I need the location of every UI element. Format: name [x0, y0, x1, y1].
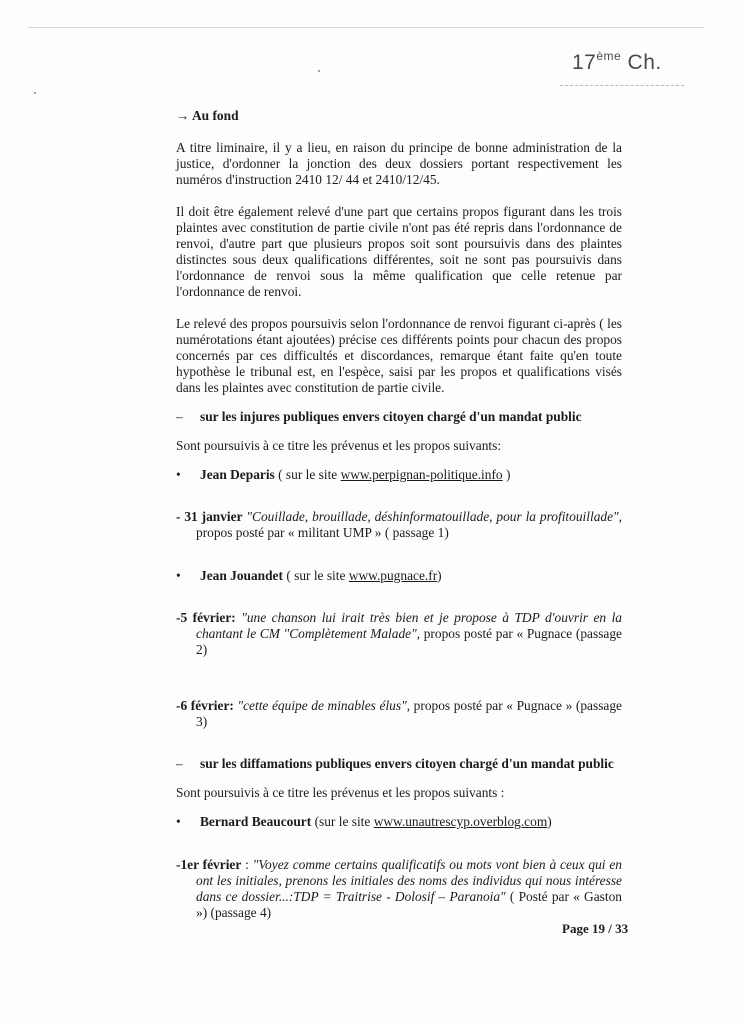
passage-source: ( Posté par « Gaston ») (passage 4): [196, 888, 622, 920]
passage-source: , propos posté par « Pugnace » (passage 3): [196, 697, 622, 729]
chamber-suffix: Ch.: [627, 51, 662, 74]
passage-quote: "une chanson lui irait très bien et je propose à TDP d'ouvrir en la chantant le CM "Complètement Malade": [196, 610, 622, 642]
defendant-name: Jean Deparis: [200, 467, 275, 482]
section-diffamations-heading: [176, 756, 622, 772]
bullet-icon: •: [176, 467, 181, 482]
scan-top-rule: [28, 27, 704, 28]
defendant-name: Jean Jouandet: [200, 567, 283, 583]
dash-marker: –: [176, 409, 183, 424]
passage-date: -1er février: [176, 856, 242, 872]
chamber-underline: [560, 85, 684, 86]
passage-date: - 31 janvier: [176, 509, 243, 525]
defendant-beaucourt: • Bernard Beaucourt (sur le site www.unautrescyp.overblog.com): [176, 814, 552, 830]
bullet-icon: •: [176, 567, 181, 583]
passage-quote: "Couillade, brouillade, déshinformatouillade, pour la profitouillade": [246, 509, 619, 525]
website-link[interactable]: www.unautrescyp.overblog.com: [373, 814, 548, 830]
chamber-label: [572, 49, 662, 75]
section-title: → Au fond: [176, 108, 239, 123]
bullet-icon: •: [176, 814, 181, 830]
section-diffamations-text: sur les diffamations publiques envers citoyen chargé d'un mandat public: [200, 756, 614, 772]
section-diffamations-intro: Sont poursuivis à ce titre les prévenus et les propos suivants :: [176, 785, 505, 801]
passage-quote: "cette équipe de minables élus": [233, 697, 407, 713]
scan-speck: [34, 92, 36, 94]
page-number: Page 19 / 33: [562, 921, 629, 936]
section-injures-text: sur les injures publiques envers citoyen chargé d'un mandat public: [200, 409, 582, 424]
passage-source: , propos posté par « militant UMP » ( passage 1): [196, 509, 623, 541]
paragraph-jonction: A titre liminaire, il y a lieu, en raison du principe de bonne administration de la justice, d'ordonner la jonction des deux dossiers portant respectivement les numéros d'instruction 2410 12/ 44 et 2410/12/45.: [176, 140, 622, 187]
passage-2: [176, 610, 622, 658]
defendant-name: Bernard Beaucourt: [200, 814, 312, 830]
scan-speck: [318, 70, 320, 72]
passage-1: [176, 509, 622, 541]
passage-date: -5 février:: [176, 610, 236, 626]
defendant-deparis: • Jean Deparis ( sur le site www.perpignan-politique.info ): [176, 467, 511, 482]
dash-marker: –: [176, 756, 183, 772]
website-link[interactable]: www.pugnace.fr: [348, 567, 438, 583]
paragraph-releve: Il doit être également relevé d'une part que certains propos figurant dans les trois plaintes avec constitution de partie civile n'ont pas été repris dans l'ordonnance de renvoi, d'autre part que plusieurs propos soit sont poursuivis dans des plaintes distinctes sous deux qualifications différentes, soit ne sont pas poursuivis dans l'ordonnance de renvoi sous la même qualification que celle retenue par l'ordonnance de renvoi.: [176, 204, 622, 299]
chamber-number: 17: [572, 51, 597, 74]
paragraph-propos: Le relevé des propos poursuivis selon l'ordonnance de renvoi figurant ci-après ( les numérotations étant ajoutées) précise ces différents points pour chacun des propos concernés par ces difficultés et discordances, remarque étant faite qu'en toute hypothèse le tribunal est, en l'espèce, saisi par les propos et qualifications visés dans les plaintes avec constitution de partie civile.: [176, 316, 622, 395]
chamber-superscript: ème: [596, 49, 622, 63]
passage-source: , propos posté par « Pugnace (passage 2): [196, 626, 622, 658]
section-injures-heading: [176, 409, 622, 425]
defendant-jouandet: • Jean Jouandet ( sur le site www.pugnace.fr): [176, 567, 442, 583]
passage-date: -6 février:: [176, 697, 234, 713]
section-injures-intro: Sont poursuivis à ce titre les prévenus et les propos suivants:: [176, 438, 502, 453]
passage-4: -1er février : "Voyez comme certains qualificatifs ou mots vont bien à ceux qui en ont les initiales, prenons les initiales des noms des individus qui nous intéresse dans ce dossier...:TDP = Traitrise - Dolosif – Paranoia" ( Posté par « Gaston ») (passage 4): [176, 856, 623, 920]
passage-3: [176, 698, 622, 730]
website-link[interactable]: www.perpignan-politique.info: [340, 467, 503, 482]
passage-quote: "Voyez comme certains qualificatifs ou mots vont bien à ceux qui en ont les initiales, prenons les initiales des noms des individus qui nous intéresse dans ce dossier...:TDP = Traitrise - Dolosif – Paranoia": [196, 856, 623, 904]
document-body: [176, 108, 622, 934]
